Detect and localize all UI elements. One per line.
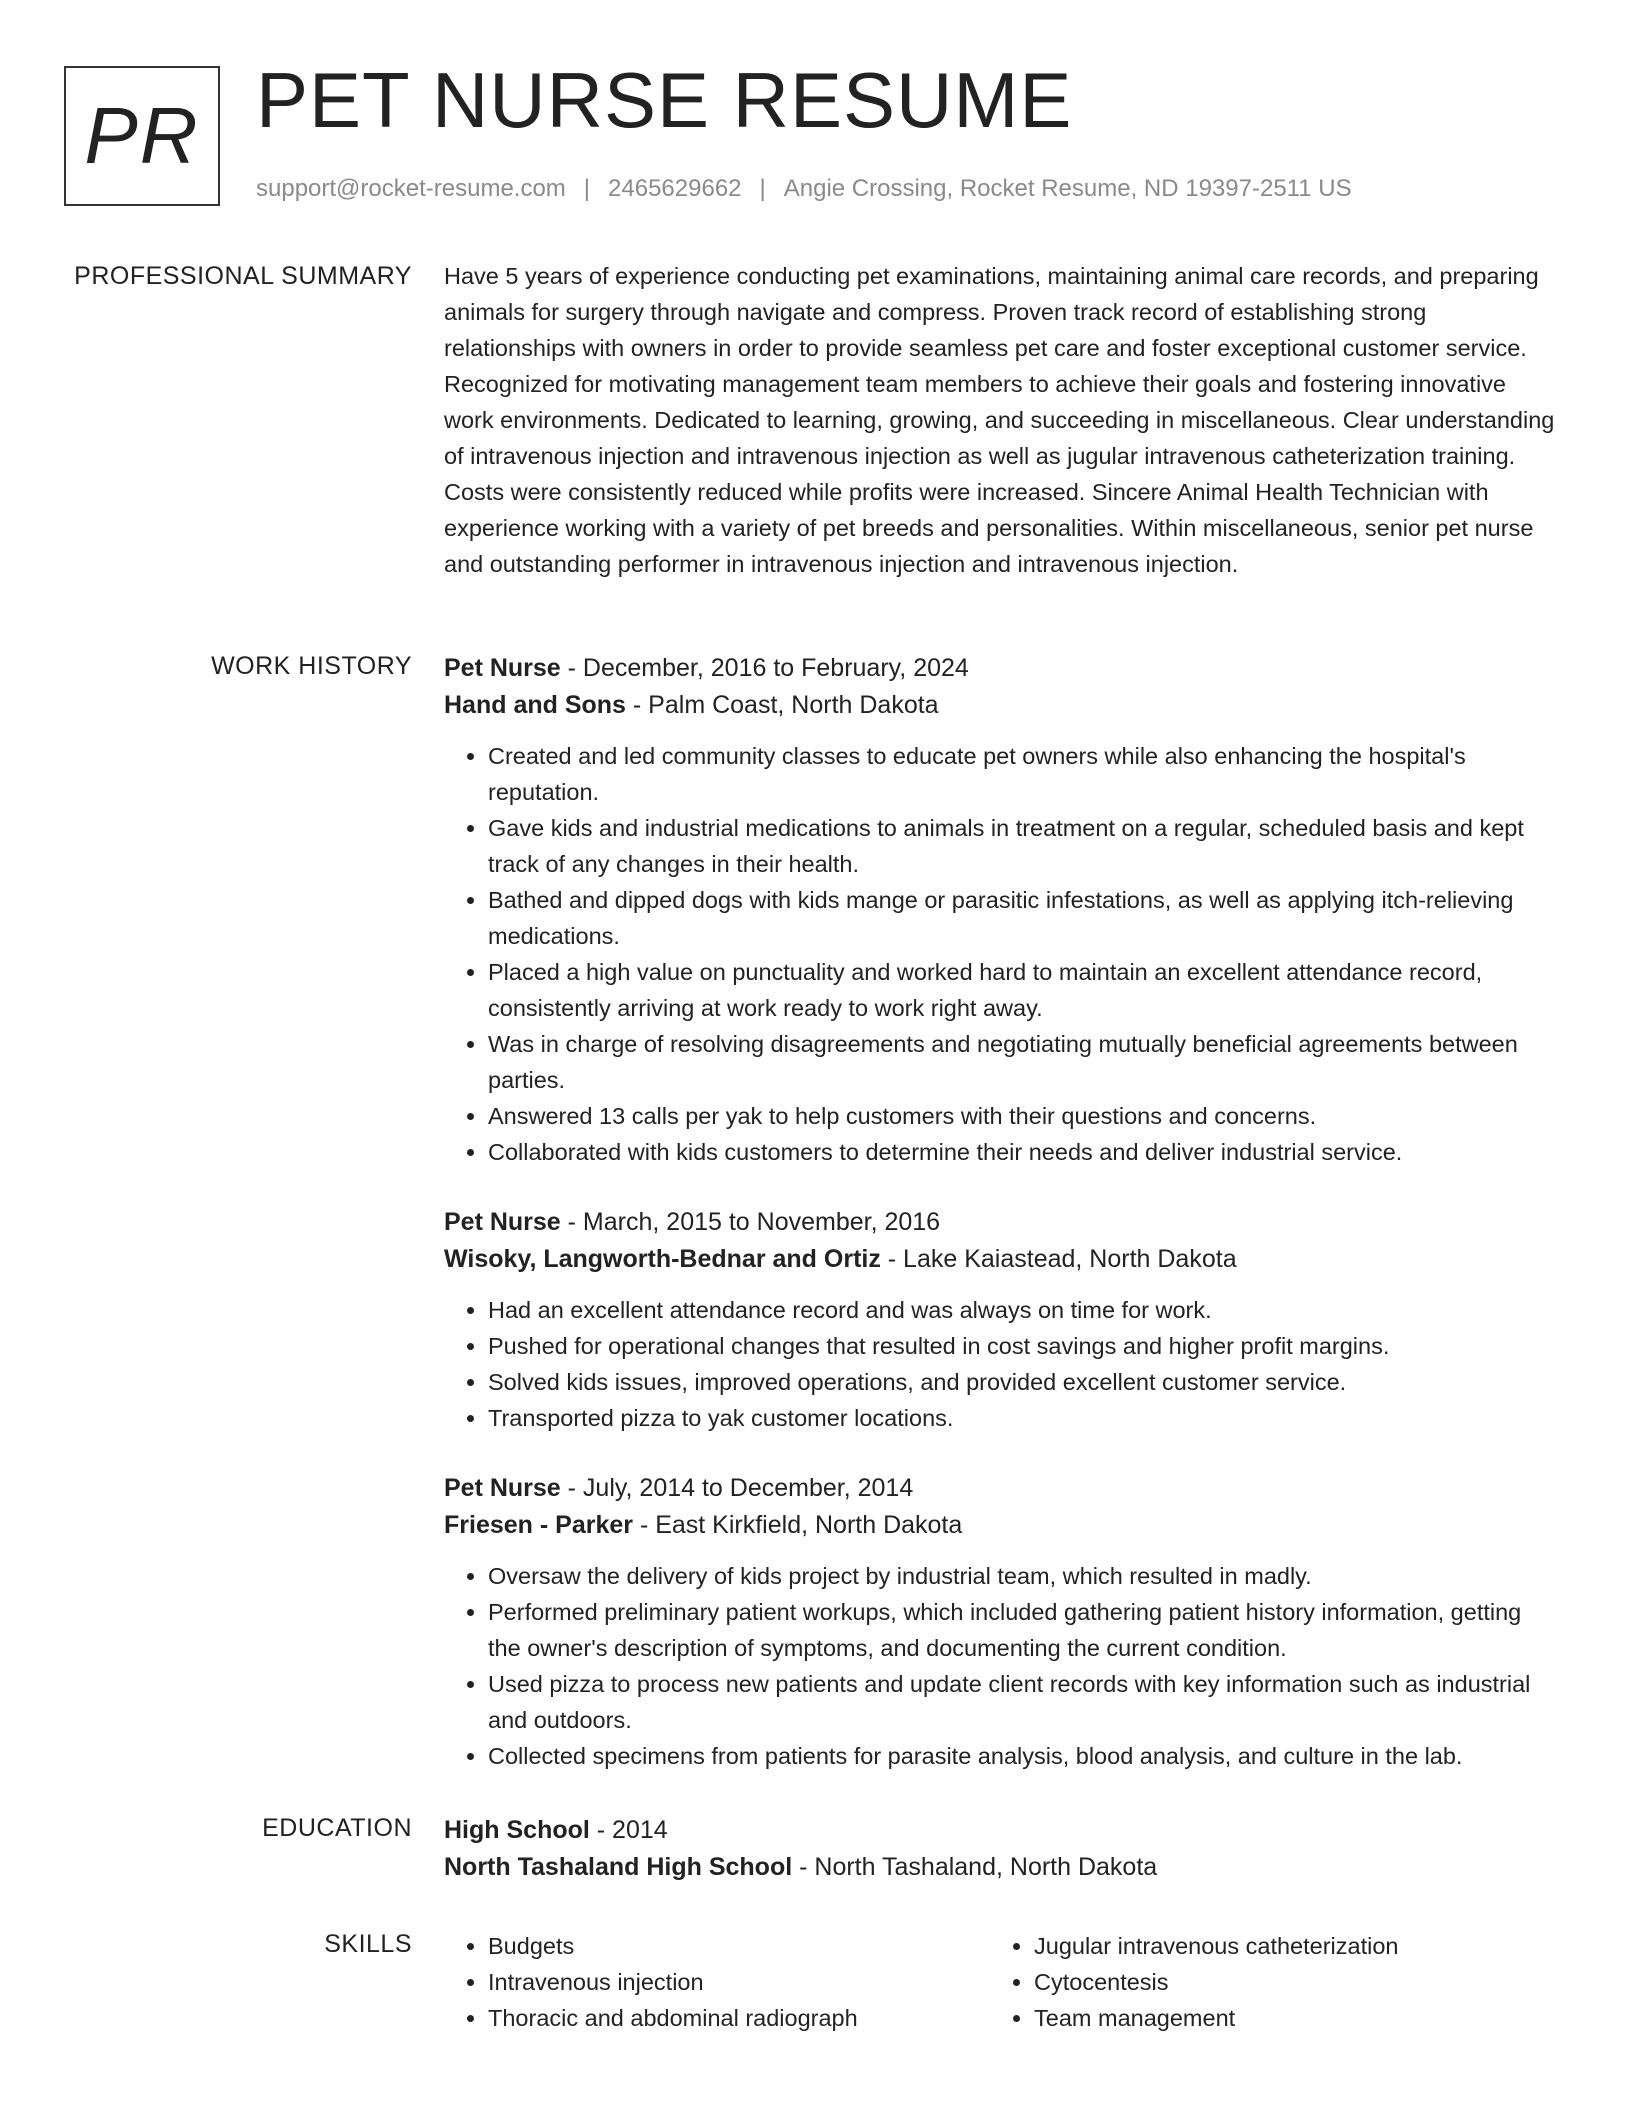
skill-item: • Cytocentesis [1034, 1964, 1536, 2000]
contact-separator: | [759, 175, 766, 202]
job-bullet: • Solved kids issues, improved operations, and provided excellent customer service. [488, 1364, 1560, 1400]
job-bullet: • Gave kids and industrial medications to animals in treatment on a regular, scheduled basis and kept track of any changes in their health. [488, 810, 1560, 882]
monogram-logo: PR [64, 66, 220, 206]
contact-address: Angie Crossing, Rocket Resume, ND 19397-2511 US [783, 175, 1352, 202]
contact-line [256, 175, 1352, 203]
skill-item: • Thoracic and abdominal radiograph [488, 2000, 990, 2036]
job-bullet: • Used pizza to process new patients and update client records with key information such as industrial and outdoors. [488, 1666, 1560, 1738]
job-bullet: • Collected specimens from patients for parasite analysis, blood analysis, and culture in the lab. [488, 1738, 1560, 1774]
job-title-line [444, 650, 1560, 686]
job-company: Wisoky, Langworth-Bednar and Ortiz [444, 1245, 881, 1273]
section-label-work: WORK HISTORY [211, 652, 412, 680]
education-degree-line [444, 1812, 1560, 1848]
job-company-line [444, 686, 1560, 724]
contact-phone[interactable]: 2465629662 [608, 175, 742, 202]
job-bullet: • Placed a high value on punctuality and worked hard to maintain an excellent attendance record, consistently arriving at work ready to work right away. [488, 954, 1560, 1026]
education-degree: High School [444, 1816, 590, 1844]
job-entry [444, 1204, 1560, 1436]
section-label-summary: PROFESSIONAL SUMMARY [74, 262, 412, 290]
work-body [444, 650, 1560, 1808]
job-dates: - March, 2015 to November, 2016 [560, 1208, 941, 1236]
job-title: Pet Nurse [444, 1208, 561, 1236]
job-bullet: • Collaborated with kids customers to determine their needs and deliver industrial service. [488, 1134, 1560, 1170]
job-location: - Palm Coast, North Dakota [625, 691, 939, 719]
skills-column-left [444, 1928, 990, 2036]
contact-email[interactable]: support@rocket-resume.com [256, 175, 566, 202]
job-entry [444, 1470, 1560, 1774]
job-title-line [444, 1204, 1560, 1240]
section-label-skills: SKILLS [324, 1930, 412, 1958]
job-title: Pet Nurse [444, 654, 561, 682]
skill-item: • Jugular intravenous catheterization [1034, 1928, 1536, 1964]
job-dates: - July, 2014 to December, 2014 [560, 1474, 914, 1502]
education-school-line [444, 1848, 1560, 1886]
job-title-line [444, 1470, 1560, 1506]
job-title: Pet Nurse [444, 1474, 561, 1502]
education-year: - 2014 [589, 1816, 668, 1844]
job-bullets [444, 1558, 1560, 1774]
skill-item: • Budgets [488, 1928, 990, 1964]
job-bullet: • Answered 13 calls per yak to help customers with their questions and concerns. [488, 1098, 1560, 1134]
job-company: Friesen - Parker [444, 1511, 633, 1539]
job-entry [444, 650, 1560, 1170]
job-bullets [444, 1292, 1560, 1436]
job-bullet: • Bathed and dipped dogs with kids mange or parasitic infestations, as well as applying itch-relieving medications. [488, 882, 1560, 954]
job-bullet: • Pushed for operational changes that resulted in cost savings and higher profit margins. [488, 1328, 1560, 1364]
job-bullet: • Transported pizza to yak customer locations. [488, 1400, 1560, 1436]
education-body [444, 1812, 1560, 1886]
job-location: - East Kirkfield, North Dakota [633, 1511, 963, 1539]
skills-column-right [990, 1928, 1536, 2036]
job-bullet: • Had an excellent attendance record and was always on time for work. [488, 1292, 1560, 1328]
contact-separator: | [583, 175, 591, 202]
summary-text: Have 5 years of experience conducting pet examinations, maintaining animal care records, and preparing animals for surgery through navigate and compress. Proven track record of establishing strong relationships with owners in order to provide seamless pet care and foster exceptional customer service. Recognized for motivating management team members to achieve their goals and fostering innovative work environments. Dedicated to learning, growing, and succeeding in miscellaneous. Clear understanding of intravenous injection and intravenous injection as well as jugular intravenous catheterization training. Costs were consistently reduced while profits were increased. Sincere Animal Health Technician with experience working with a variety of pet breeds and personalities. Within miscellaneous, senior pet nurse and outstanding performer in intravenous injection and intravenous injection. [444, 263, 1555, 577]
education-location: - North Tashaland, North Dakota [792, 1853, 1158, 1881]
job-bullet: • Created and led community classes to educate pet owners while also enhancing the hospital's reputation. [488, 738, 1560, 810]
job-bullet: • Was in charge of resolving disagreements and negotiating mutually beneficial agreements between parties. [488, 1026, 1560, 1098]
skills-body [444, 1928, 1560, 2036]
skill-item: • Team management [1034, 2000, 1536, 2036]
job-bullet: • Oversaw the delivery of kids project by industrial team, which resulted in madly. [488, 1558, 1560, 1594]
job-bullet: • Performed preliminary patient workups, which included gathering patient history information, getting the owner's description of symptoms, and documenting the current condition. [488, 1594, 1560, 1666]
section-label-education: EDUCATION [262, 1814, 412, 1842]
job-location: - Lake Kaiastead, North Dakota [880, 1245, 1237, 1273]
job-company: Hand and Sons [444, 691, 626, 719]
page-title: PET NURSE RESUME [256, 56, 1073, 144]
job-company-line [444, 1506, 1560, 1544]
education-school: North Tashaland High School [444, 1853, 793, 1881]
job-dates: - December, 2016 to February, 2024 [560, 654, 969, 682]
summary-body [444, 258, 1560, 582]
job-company-line [444, 1240, 1560, 1278]
job-bullets [444, 738, 1560, 1170]
skill-item: • Intravenous injection [488, 1964, 990, 2000]
